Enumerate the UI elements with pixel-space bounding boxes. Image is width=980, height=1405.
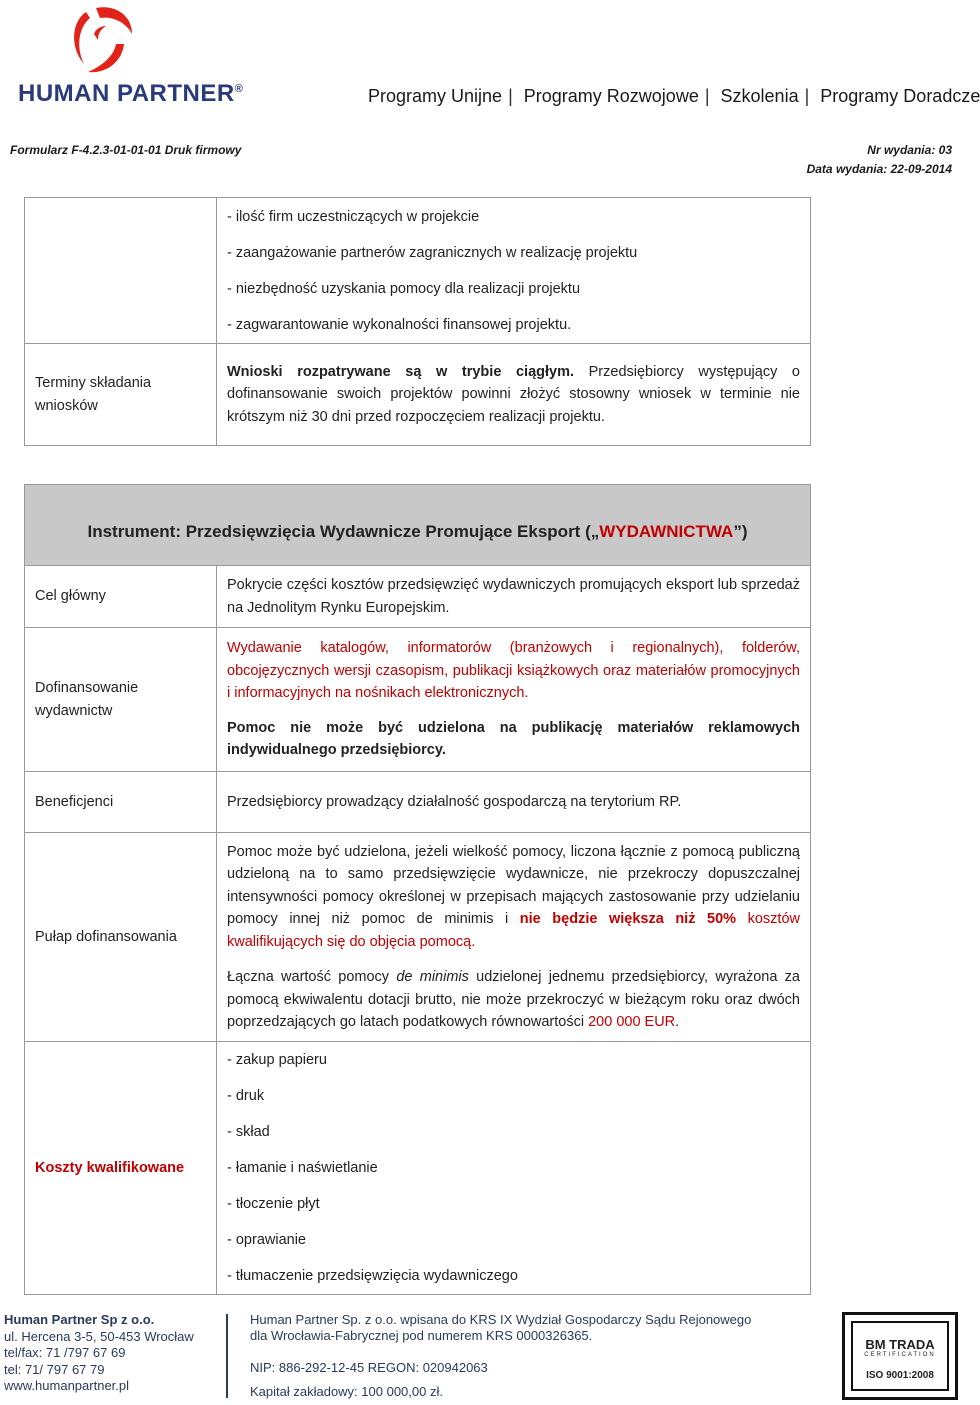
cost-item: - skład: [227, 1124, 270, 1140]
criteria-item: - ilość firm uczestniczących w projekcie: [227, 208, 480, 225]
goal-label: Cel główny: [25, 566, 217, 628]
footer-tel: tel: 71/ 797 67 79: [4, 1361, 105, 1377]
cap-limit-tail: kosztów kwalifikujących się do objęcia pomocą.: [227, 911, 800, 950]
cert-sub: CERTIFICATION: [864, 1352, 936, 1358]
footer-nip-regon: NIP: 886-292-12-45 REGON: 020942063: [250, 1360, 488, 1375]
funding-cell: [217, 628, 811, 772]
cap-label: Pułap dofinansowania: [25, 833, 217, 1042]
brand-text: HUMAN PARTNER: [18, 80, 235, 107]
footer-company: Human Partner Sp z o.o.: [4, 1312, 155, 1327]
instrument-title: [25, 485, 811, 566]
beneficiaries-label: Beneficjenci: [25, 772, 217, 833]
costs-label: Koszty kwalifikowane: [25, 1042, 217, 1295]
deadlines-cell: [217, 344, 811, 446]
cost-item: - druk: [227, 1088, 265, 1104]
cost-item: - oprawianie: [227, 1232, 306, 1248]
nav-item-szkolenia[interactable]: Szkolenia: [720, 86, 799, 106]
footer-divider: [226, 1314, 228, 1398]
certification-frame: [851, 1321, 949, 1391]
footer-krs-line-2: dla Wrocławia-Fabrycznej pod numerem KRS 0000326365.: [250, 1328, 593, 1343]
cert-iso: ISO 9001:2008: [866, 1370, 934, 1381]
footer-registration: [250, 1312, 751, 1344]
costs-cell: [217, 1042, 811, 1295]
empty-label-cell: [25, 198, 217, 344]
de-minimis-body: udzielonej jednemu przedsiębiorcy, wyrażona za pomocą ekwiwalentu dotacji brutto, nie może przekroczyć w bieżącym roku oraz dwóch poprzedzających go latach podatkowych równowartości: [227, 969, 800, 1030]
issue-date: Data wydania: 22-09-2014: [806, 162, 952, 176]
registered-mark: ®: [234, 83, 244, 95]
footer-address: ul. Hercena 3-5, 50-453 Wrocław: [4, 1328, 194, 1344]
funding-label: Dofinansowanie wydawnictw: [25, 628, 217, 772]
deadlines-label: Terminy składania wniosków: [25, 344, 217, 446]
criteria-item: - zagwarantowanie wykonalności finansowej projektu.: [227, 316, 572, 333]
deadlines-bold: Wnioski rozpatrywane są w trybie ciągłym.: [227, 363, 575, 380]
de-minimis-text: Łączna wartość pomocy: [227, 969, 397, 985]
goal-text: Pokrycie części kosztów przedsięwzięć wydawniczych promujących eksport lub sprzedaż na Jednolitym Rynku Europejskim.: [217, 566, 811, 628]
cost-item: - tłoczenie płyt: [227, 1196, 320, 1212]
title-suffix: ”): [733, 521, 748, 541]
criteria-cell: [217, 198, 811, 344]
footer-capital: Kapitał zakładowy: 100 000,00 zł.: [250, 1384, 443, 1399]
de-minimis-term: de minimis: [396, 969, 469, 985]
title-prefix: Instrument: Przedsięwzięcia Wydawnicze Promujące Eksport („: [87, 521, 600, 541]
footer-tax: [250, 1356, 488, 1404]
cost-item: - tłumaczenie przedsięwzięcia wydawniczego: [227, 1268, 518, 1284]
de-minimis-end: .: [675, 1014, 680, 1030]
nav-item-programy-unijne[interactable]: Programy Unijne: [368, 86, 503, 106]
de-minimis-amount: 200 000 EUR: [588, 1014, 676, 1030]
funding-note: Pomoc nie może być udzielona na publikację materiałów reklamowych indywidualnego przedsiębiorcy.: [227, 719, 800, 759]
cap-text: Pomoc może być udzielona, jeżeli wielkość pomocy, liczona łącznie z pomocą publiczną udzieloną na to samo przedsięwzięcie wydawnicze, nie przekroczy dopuszczalnej intensywności pomocy określonej w przepisach mających zastosowanie przy udzielaniu pomocy innej niż pomoc de minimis i: [227, 843, 800, 927]
top-nav: Programy Unijne | Programy Rozwojowe | Szkolenia | Programy Doradcze: [368, 86, 980, 106]
cap-paragraph-2: [227, 966, 800, 1034]
funding-text: Wydawanie katalogów, informatorów (branżowych i regionalnych), folderów, obcojęzycznych wersji czasopism, publikacji książkowych oraz materiałów promocyjnych i informacyjnych na nośnikach elektronicznych.: [227, 640, 800, 702]
brand-name: [18, 80, 243, 108]
criteria-item: - zaangażowanie partnerów zagranicznych w realizację projektu: [227, 244, 638, 261]
issue-number: Nr wydania: 03: [867, 143, 952, 157]
cap-cell: [217, 833, 811, 1042]
title-highlight: WYDAWNICTWA: [599, 521, 734, 541]
instrument-table: [24, 484, 811, 1295]
cap-limit: nie będzie większa niż 50%: [519, 911, 737, 927]
footer-website-link[interactable]: www.humanpartner.pl: [4, 1378, 130, 1393]
footer-telfax: tel/fax: 71 /797 67 69: [4, 1345, 126, 1360]
nav-item-programy-doradcze[interactable]: Programy Doradcze: [820, 86, 980, 106]
cap-paragraph-1: [227, 841, 800, 954]
cost-item: - łamanie i naświetlanie: [227, 1160, 378, 1176]
cert-brand: BM TRADA: [865, 1337, 935, 1352]
beneficiaries-text: Przedsiębiorcy prowadzący działalność gospodarczą na terytorium RP.: [217, 772, 811, 833]
cost-item: - zakup papieru: [227, 1052, 327, 1068]
certification-badge: [842, 1312, 958, 1400]
footer-krs-line-1: Human Partner Sp. z o.o. wpisana do KRS IX Wydział Gospodarczy Sądu Rejonowego: [250, 1312, 752, 1327]
criteria-table: [24, 197, 811, 446]
deadlines-text: Przedsiębiorcy występujący o dofinansowanie swoich projektów powinni złożyć stosowny wniosek w terminie nie krótszym niż 30 dni przed rozpoczęciem realizacji projektu.: [227, 363, 800, 425]
nav-item-programy-rozwojowe[interactable]: Programy Rozwojowe: [523, 86, 699, 106]
form-number: Formularz F-4.2.3-01-01-01 Druk firmowy: [10, 143, 242, 157]
criteria-item: - niezbędność uzyskania pomocy dla realizacji projektu: [227, 280, 581, 297]
footer-contact: [4, 1312, 194, 1395]
human-partner-logo-icon: [66, 4, 144, 78]
